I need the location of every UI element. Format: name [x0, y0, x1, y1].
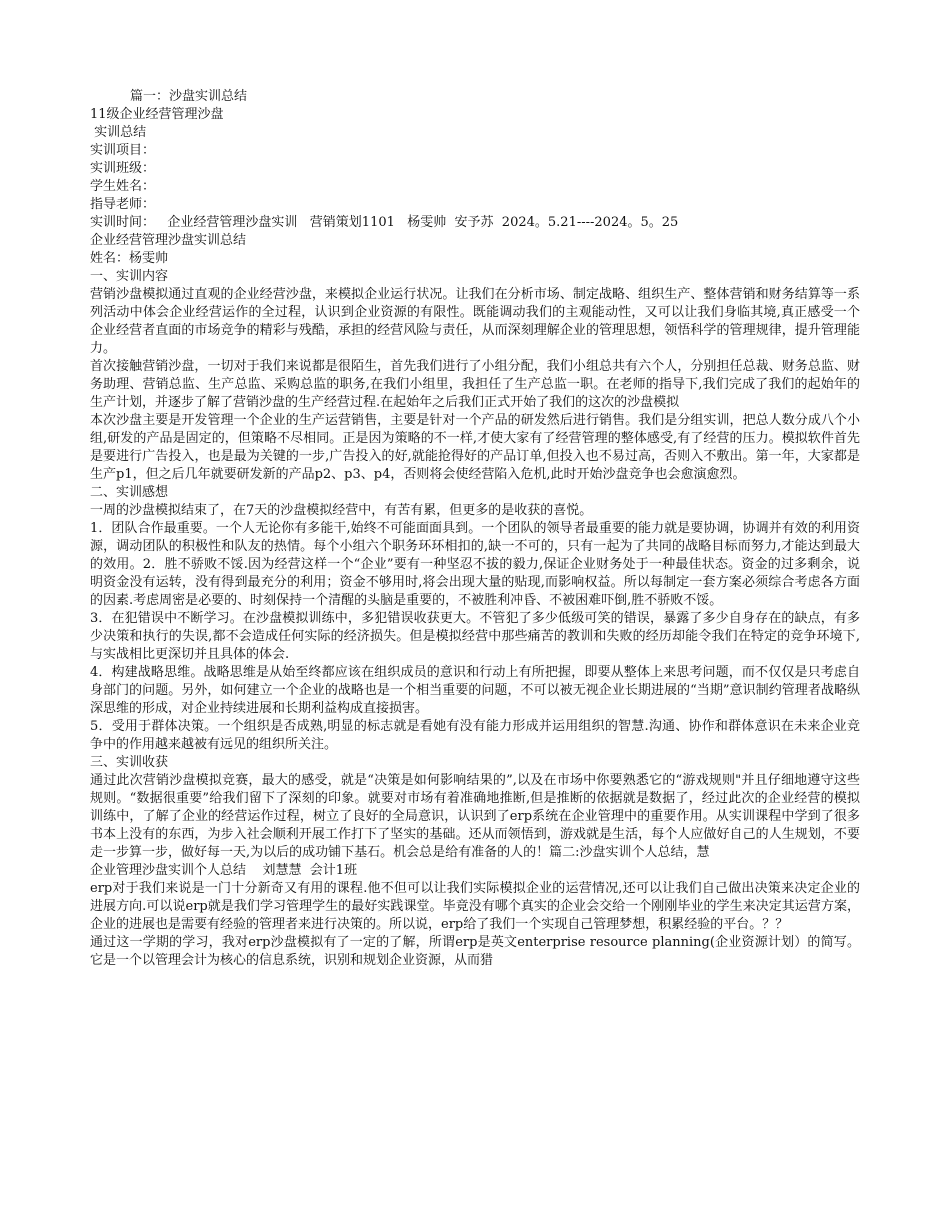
- section-2-paragraph-2: 1．团队合作最重要。一个人无论你有多能干,始终不可能面面具到。一个团队的领导者最重要的能力就是要协调，协调并有效的利用资源，调动团队的积极性和队友的热情。每个小组六个职务环环相扣的,缺一不可的，只有一起为了共同的战略目标而努力,才能达到最大的效用。2．胜不骄败不馁.因为经营这样一个“企业”要有一种坚忍不拔的毅力,保证企业财务处于一种最佳状态。资金的过多剩余，说明资金没有运转，没有得到最充分的利用；资金不够用时,将会出现大量的贴现,而影响权益。所以每制定一套方案必须综合考虑各方面的因素.考虑周密是必要的、时刻保持一个清醒的头脑是重要的，不被胜利冲昏、不被困难吓倒,胜不骄败不馁。: [90, 521, 860, 608]
- section-1-paragraph-1: 营销沙盘模拟通过直观的企业经营沙盘，来模拟企业运行状况。让我们在分析市场、制定战略、组织生产、整体营销和财务结算等一系列活动中体会企业经营运作的全过程，认识到企业资源的有限性。既能调动我们的主观能动性，又可以让我们身临其境,真正感受一个企业经营者直面的市场竞争的精彩与残酷，承担的经营风险与责任，从而深刻理解企业的管理思想，领悟科学的管理规律，提升管理能力。: [90, 287, 860, 356]
- section-2-title: 二、实训感想: [90, 485, 169, 500]
- section-2-paragraph-3: 3．在犯错误中不断学习。在沙盘模拟训练中，多犯错误收获更大。不管犯了多少低级可笑的错误，暴露了多少自身存在的缺点，有多少决策和执行的失误,都不会造成任何实际的经济损失。但是模拟经营中那些痛苦的教训和失败的经历却能令我们在特定的竞争环境下,与实战相比更深切并且具体的体会.: [90, 611, 860, 662]
- class-line: 11级企业经营管理沙盘: [90, 107, 224, 122]
- student-label: 学生姓名：: [90, 179, 156, 194]
- report-title: 实训总结: [90, 125, 147, 140]
- section-3-title: 三、实训收获: [90, 755, 169, 770]
- part2-paragraph-1: erp对于我们来说是一门十分新奇又有用的课程.他不但可以让我们实际模拟企业的运营情况,还可以让我们自己做出决策来决定企业的进展方向.可以说erp就是我们学习管理学生的最好实践课堂。毕竟没有哪个真实的企业会交给一个刚刚毕业的学生来决定其运营方案，企业的进展也是需要有经验的管理者来进行决策的。所以说，erp给了我们一个实现自己管理梦想，积累经验的平台。？？: [90, 881, 860, 932]
- name-line: 姓名：杨雯帅: [90, 251, 169, 266]
- time-line: 实训时间： 企业经营管理沙盘实训 营销策划1101 杨雯帅 安予苏 2024。5.21----2024。5。25: [90, 215, 679, 230]
- class-label: 实训班级：: [90, 161, 156, 176]
- document-page: [90, 88, 860, 970]
- section-3-paragraph-1: 通过此次营销沙盘模拟竞赛，最大的感受，就是“决策是如何影响结果的”,以及在市场中你要熟悉它的“游戏规则"并且仔细地遵守这些规则。“数据很重要”给我们留下了深刻的印象。就要对市场有着准确地推断,但是推断的依据就是数据了，经过此次的企业经营的模拟训练中，了解了企业的经营运作过程，树立了良好的全局意识，认识到了erp系统在企业管理中的重要作用。从实训课程中学到了很多书本上没有的东西，为步入社会顺利开展工作打下了坚实的基础。还从而领悟到，游戏就是生活，每个人应做好自己的人生规划，不要走一步算一步，做好每一天,为以后的成功铺下基石。机会总是给有准备的人的！篇二:沙盘实训个人总结，慧: [90, 773, 860, 860]
- section-2-paragraph-4: 4．构建战略思维。战略思维是从始至终都应该在组织成员的意识和行动上有所把握，即要从整体上来思考问题，而不仅仅是只考虑自身部门的问题。另外，如何建立一个企业的战略也是一个相当重要的问题，不可以被无视企业长期进展的“当期”意识制约管理者战略纵深思维的形成，对企业持续进展和长期利益构成直接损害。: [90, 665, 860, 716]
- section-2-paragraph-1: 一周的沙盘模拟结束了，在7天的沙盘模拟经营中，有苦有累，但更多的是收获的喜悦。: [90, 503, 593, 518]
- summary-title: 企业经营管理沙盘实训总结: [90, 233, 247, 248]
- section-1-paragraph-3: 本次沙盘主要是开发管理一个企业的生产运营销售，主要是针对一个产品的研发然后进行销售。我们是分组实训，把总人数分成八个小组,研发的产品是固定的，但策略不尽相同。正是因为策略的不一样,才使大家有了经营管理的整体感受,有了经营的压力。模拟软件首先是要进行广告投入，也是最为关键的一步,广告投入的好,就能抢得好的产品订单,但投入也不易过高，否则入不敷出。第一年，大家都是生产p1，但之后几年就要研发新的产品p2、p3、p4，否则将会使经营陷入危机,此时开始沙盘竞争也会愈演愈烈。: [90, 413, 860, 482]
- part1-title: 篇一：沙盘实训总结: [130, 89, 248, 104]
- project-label: 实训项目：: [90, 143, 156, 158]
- section-1-title: 一、实训内容: [90, 269, 169, 284]
- section-2-paragraph-5: 5．受用于群体决策。一个组织是否成熟,明显的标志就是看她有没有能力形成并运用组织的智慧.沟通、协作和群体意识在未来企业竞争中的作用越来越被有远见的组织所关注。: [90, 719, 860, 752]
- part2-title: 企业管理沙盘实训个人总结 刘慧慧 会计1班: [90, 863, 358, 878]
- section-1-paragraph-2: 首次接触营销沙盘，一切对于我们来说都是很陌生，首先我们进行了小组分配，我们小组总共有六个人，分别担任总裁、财务总监、财务助理、营销总监、生产总监、采购总监的职务,在我们小组里，我担任了生产总监一职。在老师的指导下,我们完成了我们的起始年的生产计划，并逐步了解了营销沙盘的生产经营过程.在起始年之后我们正式开始了我们的这次的沙盘模拟: [90, 359, 860, 410]
- part2-paragraph-2: 通过这一学期的学习，我对erp沙盘模拟有了一定的了解，所谓erp是英文enterprise resource planning(企业资源计划）的简写。它是一个以管理会计为核心的信息系统，识别和规划企业资源，从而猎: [90, 935, 860, 968]
- teacher-label: 指导老师：: [90, 197, 156, 212]
